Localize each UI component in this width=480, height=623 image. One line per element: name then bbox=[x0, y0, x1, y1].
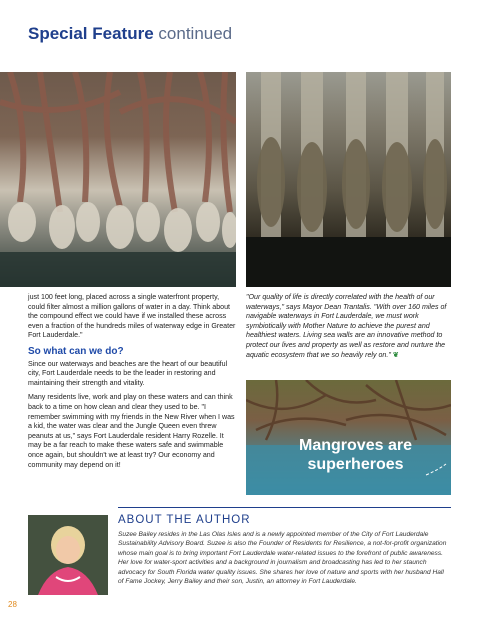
section-heading: So what can we do? bbox=[28, 345, 124, 357]
mangrove-roots-photo bbox=[0, 72, 236, 287]
about-author-heading: ABOUT THE AUTHOR bbox=[118, 514, 251, 526]
mangroves-superheroes-photo bbox=[246, 380, 451, 495]
header-title: Special Feature bbox=[28, 24, 154, 43]
header-subtitle: continued bbox=[158, 24, 233, 43]
article-left-column bbox=[28, 293, 236, 475]
author-bio: Suzee Bailey resides in the Las Olas Isles and is a newly appointed member of the City of Fort Lauderdale Sustainability Advisory Board. Suzee is also the Founder of Residents for Resilience, a not-for-profit organization whose main goal is to bring important Fort Lauderdale water-related issues to the forefront of public awareness. Her love for water-sport activities and a background in journalism and broadcasting has led to her staunch advocacy for South Florida water quality issues. She shares her love of nature and sports with her husband Hall of Fame Jockey, Jerry Bailey and their son, Justin, an attorney in Fort Lauderdale. bbox=[118, 531, 447, 586]
mangrove-image-caption bbox=[298, 436, 413, 474]
caption-line: Mangroves are bbox=[299, 437, 412, 454]
quote-text: "Our quality of life is directly correlated with the health of our waterways," says Mayor Dean Trantalis. "With over 160 miles of navigable waterways in Fort Lauderdale, we must work symbiotically with Mother Nature to achieve the purest and healthiest waters. Living sea walls are an innovative method to protect our lives and property as well as restore and nurture the aquatic ecosystem that we so heavily rely on." bbox=[246, 293, 447, 359]
paragraph: just 100 feet long, placed across a single waterfront property, could filter almost a million gallons of water in a day. Think about the compound effect we could have if we installed these across even a fraction of the hundreds miles of waterway edge in Greater Fort Lauderdale." bbox=[28, 293, 236, 340]
article-right-column bbox=[246, 293, 451, 365]
feature-header bbox=[28, 24, 232, 44]
author-portrait bbox=[28, 515, 108, 595]
paragraph: Many residents live, work and play on these waters and can think back to a time on how clean and clear they used to be. "I remember swimming with my friends in the New River when I was a kid, the water was clear and the Jungle Queen even threw peanuts at us," says Fort Lauderdale resident Harry Rozelle. It may be a far reach to make these waters safe and swimmable once again, but shouldn't we at least try? Our economy and community may depend on it! bbox=[28, 393, 235, 469]
caption-line: superheroes bbox=[307, 456, 404, 473]
paragraph: Since our waterways and beaches are the heart of our beautiful city, Fort Lauderdale needs to be the leader in restoring and maintaining their strength and vitality. bbox=[28, 359, 228, 387]
section-divider bbox=[118, 507, 451, 508]
end-mark-icon: ❦ bbox=[392, 350, 399, 359]
page-number: 28 bbox=[8, 600, 17, 609]
mayor-quote bbox=[246, 293, 451, 360]
oyster-pilings-photo bbox=[246, 72, 451, 287]
